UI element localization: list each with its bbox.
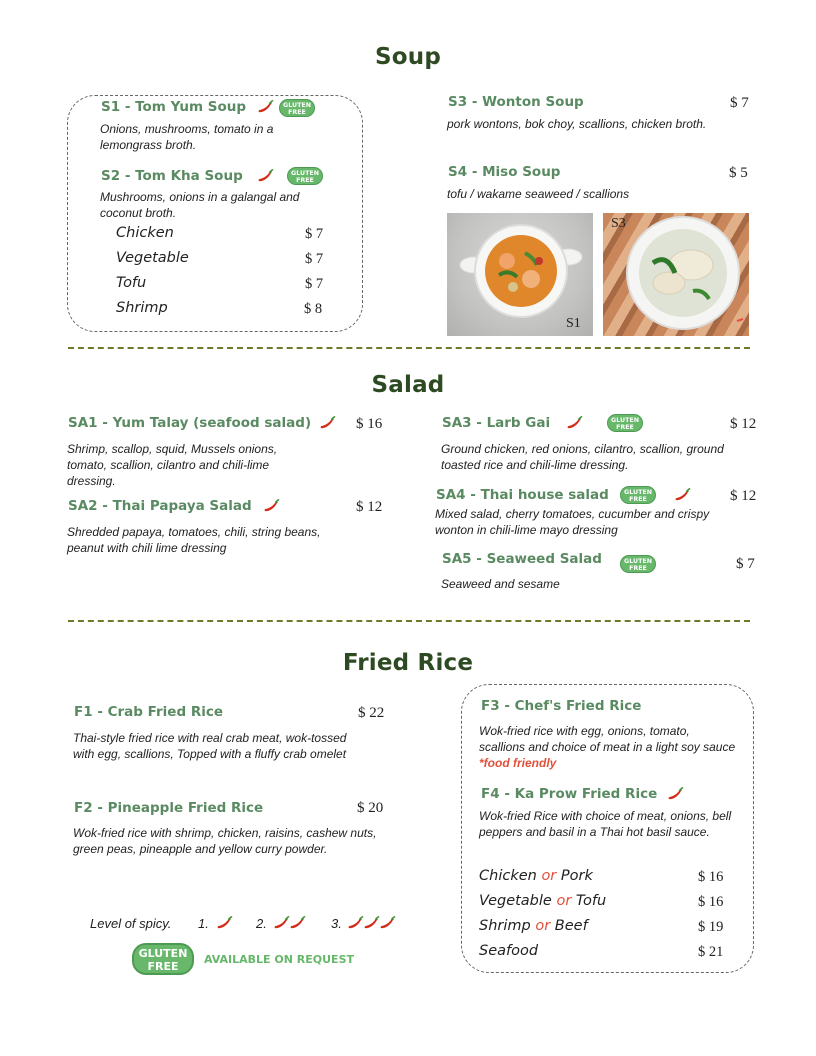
s1-description: Onions, mushrooms, tomato in a lemongrass broth.	[100, 122, 274, 152]
soup-option-name: Vegetable	[116, 250, 189, 266]
sa5-description: Seaweed and sesame	[441, 577, 560, 591]
sa2-description: Shredded papaya, tomatoes, chili, string beans, peanut with chili lime dressing	[67, 525, 321, 555]
chili-pepper-icon	[256, 169, 274, 183]
soup-option-price: $ 7	[305, 276, 324, 292]
f2-price: $ 20	[357, 800, 384, 816]
photo-s3-label: S3	[611, 216, 626, 231]
chili-pepper-icon	[318, 416, 336, 430]
food-friendly-note: *food friendly	[479, 756, 557, 770]
gluten-free-badge-icon: GLUTEN FREE	[287, 167, 323, 185]
chili-pepper-icon	[666, 787, 684, 801]
soup-option-price: $ 8	[304, 301, 323, 317]
spicy-level-3: 3.	[331, 916, 342, 931]
gluten-free-badge-icon: GLUTEN FREE	[620, 486, 656, 504]
sa1-price: $ 16	[356, 416, 383, 432]
s2-description: Mushrooms, onions in a galangal and coconut broth.	[100, 190, 300, 220]
fried-rice-option: Seafood	[479, 943, 539, 959]
fried-rice-option: Chicken or Pork	[479, 868, 593, 884]
s3-description: pork wontons, bok choy, scallions, chicken broth.	[447, 117, 707, 131]
sa3-title: SA3 - Larb Gai	[442, 415, 551, 431]
gluten-free-badge-icon: GLUTEN FREE	[279, 99, 315, 117]
sa5-title: SA5 - Seaweed Salad	[442, 551, 602, 567]
spicy-level-1: 1.	[198, 916, 209, 931]
f4-title: F4 - Ka Prow Fried Rice	[481, 786, 658, 802]
gluten-free-badge-icon: GLUTEN FREE	[620, 555, 656, 573]
sa1-title: SA1 - Yum Talay (seafood salad)	[68, 415, 312, 431]
soup-option-name: Tofu	[116, 275, 147, 291]
f4-description: Wok-fried Rice with choice of meat, onions, bell peppers and basil in a Thai hot basil sauce.	[479, 809, 732, 839]
sa3-price: $ 12	[730, 416, 757, 432]
chili-pepper-icon	[288, 916, 306, 930]
chili-pepper-icon	[673, 488, 691, 502]
fried-rice-option-price: $ 19	[698, 919, 724, 935]
f2-description: Wok-fried rice with shrimp, chicken, raisins, cashew nuts, green peas, pineapple and yellow curry powder.	[73, 826, 377, 856]
chili-pepper-icon	[378, 916, 396, 930]
s4-title: S4 - Miso Soup	[448, 164, 561, 180]
soup-option-price: $ 7	[305, 251, 324, 267]
fried-rice-option-price: $ 16	[698, 869, 724, 885]
chili-pepper-icon	[262, 499, 280, 513]
f1-price: $ 22	[358, 705, 385, 721]
f3-description: Wok-fried rice with egg, onions, tomato, scallions and choice of meat in a light soy sauce *food friendly	[479, 724, 736, 770]
fried-rice-section-title: Fried Rice	[342, 650, 474, 676]
chili-pepper-icon	[565, 416, 583, 430]
sa5-price: $ 7	[736, 556, 755, 572]
f1-title: F1 - Crab Fried Rice	[74, 704, 224, 720]
fried-rice-option-price: $ 16	[698, 894, 724, 910]
spicy-level-2: 2.	[256, 916, 267, 931]
s3-title: S3 - Wonton Soup	[448, 94, 584, 110]
s1-title: S1 - Tom Yum Soup	[101, 99, 247, 115]
soup-option-name: Chicken	[116, 225, 174, 241]
section-divider	[68, 347, 750, 349]
fried-rice-option: Shrimp or Beef	[479, 918, 588, 934]
s2-title: S2 - Tom Kha Soup	[101, 168, 243, 184]
sa1-description: Shrimp, scallop, squid, Mussels onions, tomato, scallion, cilantro and chili-lime dressing.	[67, 442, 278, 488]
f3-title: F3 - Chef's Fried Rice	[481, 698, 642, 714]
gluten-free-availability-label: AVAILABLE ON REQUEST	[204, 953, 354, 966]
gluten-free-badge-icon: GLUTEN FREE	[607, 414, 643, 432]
s4-price: $ 5	[729, 165, 748, 181]
fried-rice-option-price: $ 21	[698, 944, 724, 960]
section-divider	[68, 620, 750, 622]
soup-option-name: Shrimp	[116, 300, 168, 316]
sa3-description: Ground chicken, red onions, cilantro, scallion, ground toasted rice and chili-lime dressing.	[441, 442, 724, 472]
chili-pepper-icon	[215, 916, 233, 930]
soup-option-price: $ 7	[305, 226, 324, 242]
chili-pepper-icon	[256, 100, 274, 114]
sa2-title: SA2 - Thai Papaya Salad	[68, 498, 252, 514]
soup-section-title: Soup	[374, 44, 441, 70]
sa4-price: $ 12	[730, 488, 757, 504]
sa4-description: Mixed salad, cherry tomatoes, cucumber and crispy wonton in chili-lime mayo dressing	[435, 507, 710, 537]
gluten-free-badge-icon: GLUTEN FREE	[132, 943, 194, 975]
s3-price: $ 7	[730, 95, 749, 111]
spicy-level-label: Level of spicy.	[90, 916, 172, 931]
sa4-title: SA4 - Thai house salad	[436, 487, 609, 503]
photo-s1-label: S1	[566, 316, 581, 331]
sa2-price: $ 12	[356, 499, 383, 515]
fried-rice-option: Vegetable or Tofu	[479, 893, 607, 909]
s4-description: tofu / wakame seaweed / scallions	[447, 187, 630, 201]
salad-section-title: Salad	[371, 372, 445, 398]
f1-description: Thai-style fried rice with real crab meat, wok-tossed with egg, scallions, Topped with a fluffy crab omelet	[73, 731, 347, 761]
f2-title: F2 - Pineapple Fried Rice	[74, 800, 264, 816]
